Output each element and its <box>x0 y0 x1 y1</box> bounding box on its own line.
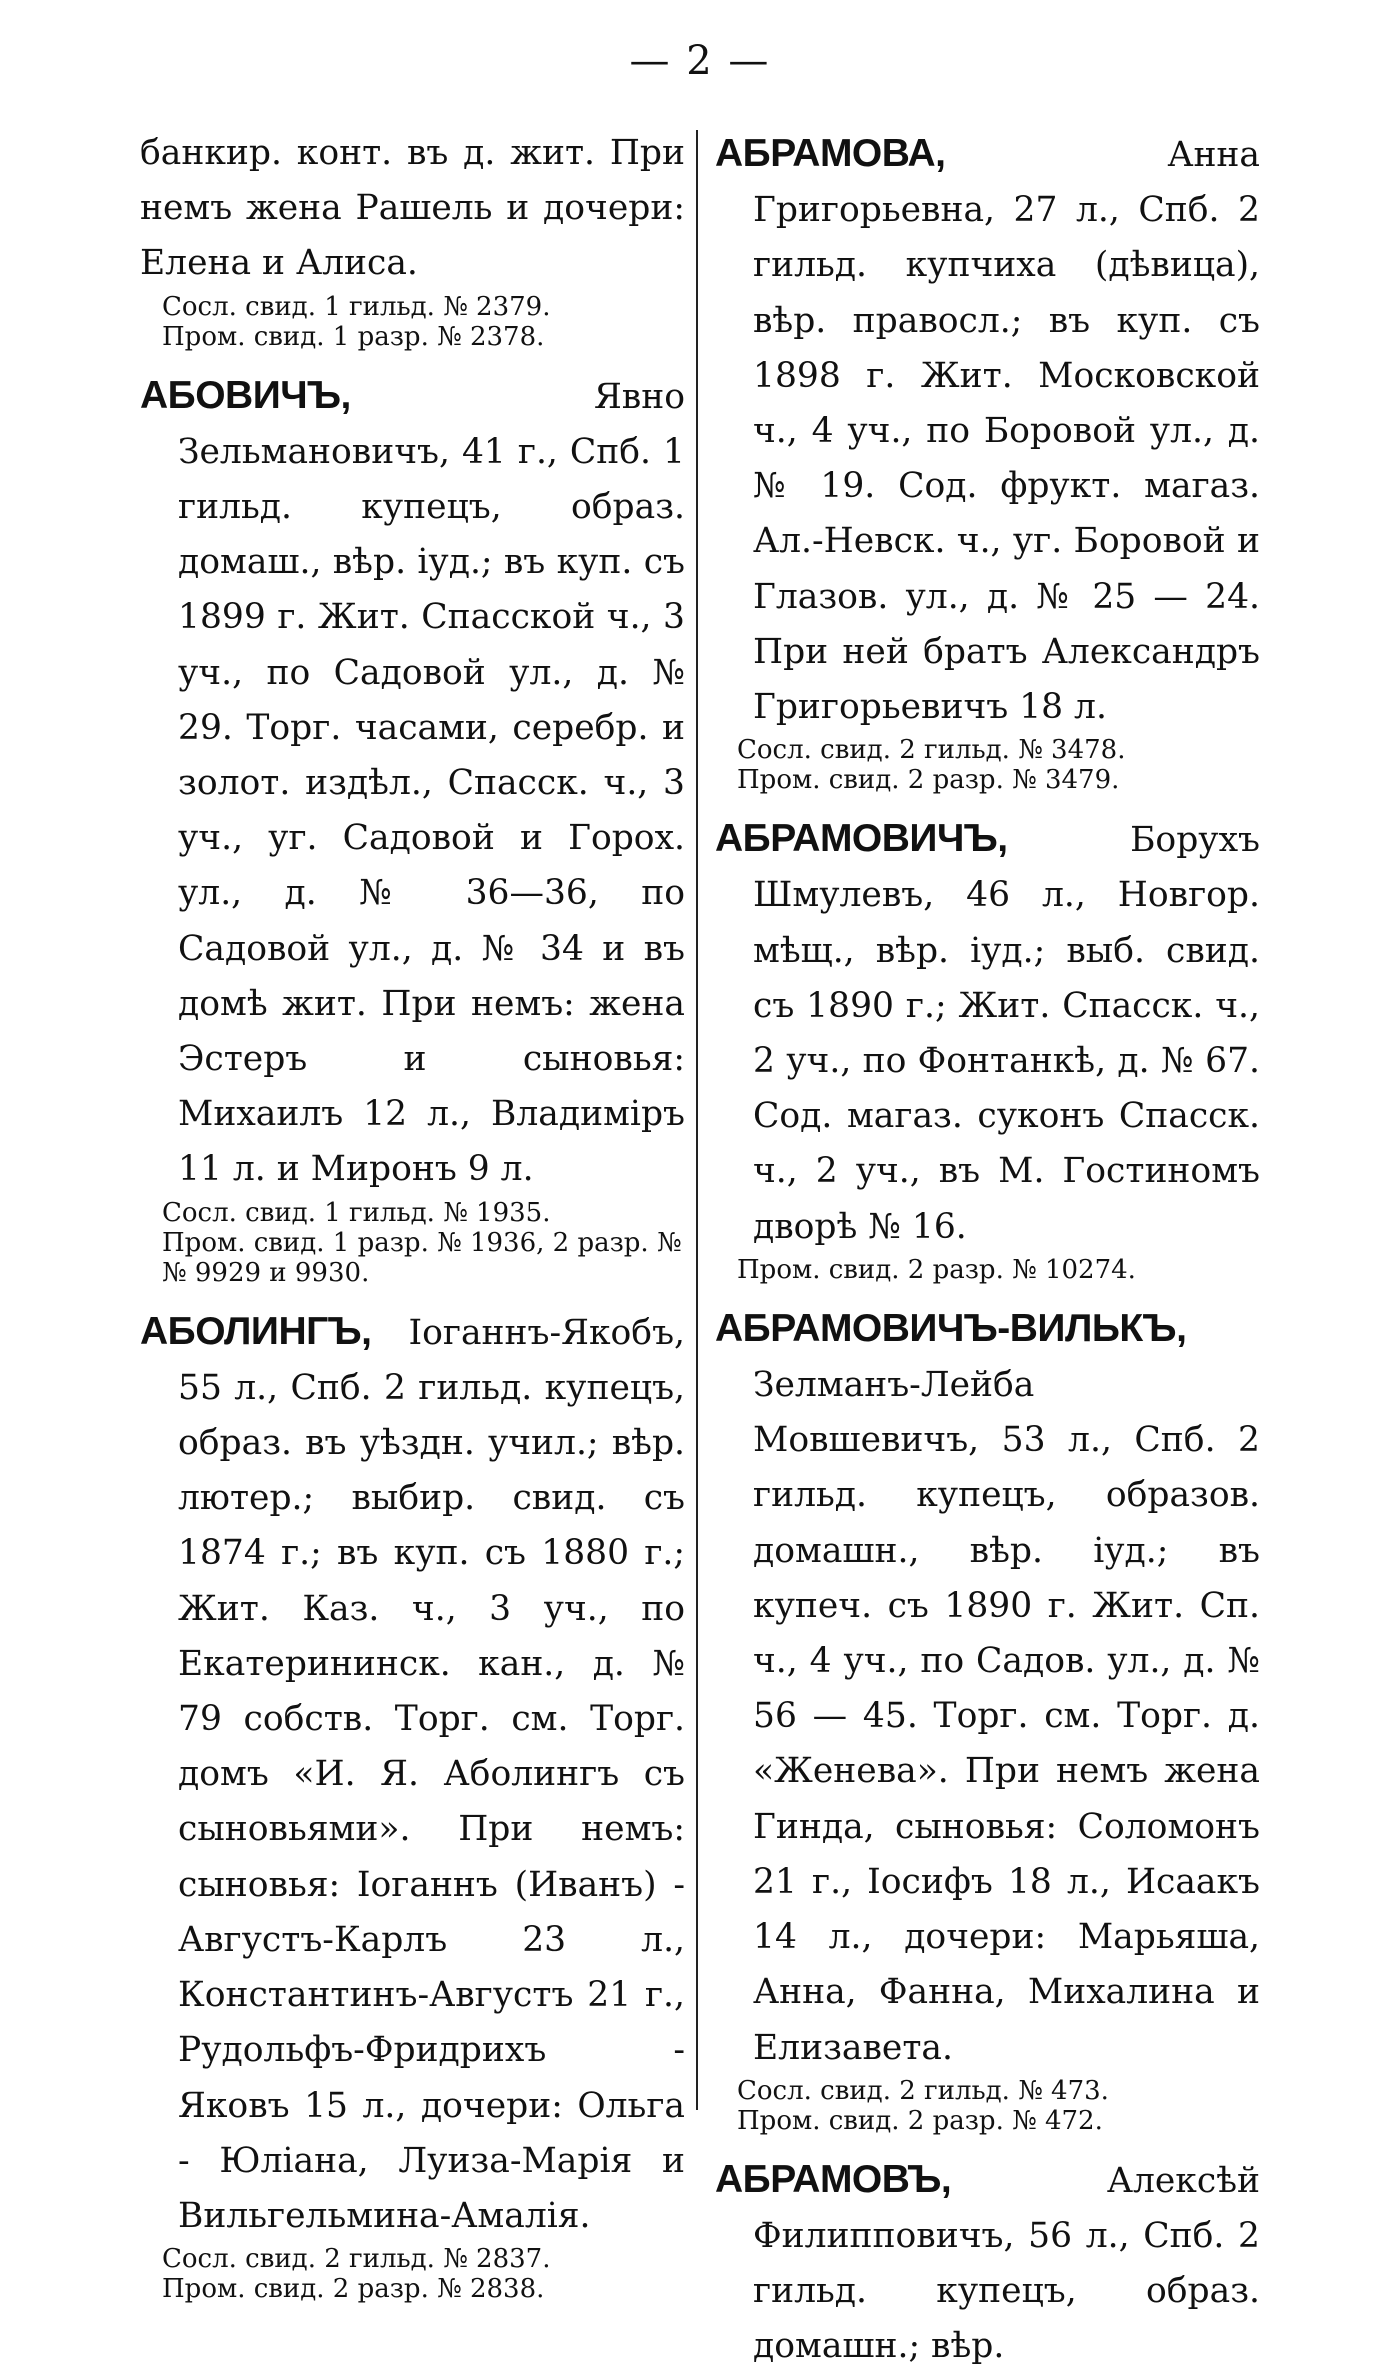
certificate-line: Пром. свид. 2 разр. № 3479. <box>737 765 1120 796</box>
entry-text: Зелманъ-Лейба Мовшевичъ, 53 л., Спб. 2 гильд. купецъ, образов. домашн., вѣр. iуд.; въ купеч. съ 1890 г. Жит. Сп. ч., 4 уч., по Садов. ул., д. № 56 — 45. Торг. см. Торг. д. «Женева». При немъ жена Гинда, сыновья: Соломонъ 21 г., Iосифъ 18 л., Исаакъ 14 л., дочери: Марьяша, Анна, Фанна, Михалина и Елизавета. <box>753 1365 1260 2068</box>
column-divider <box>696 130 698 2110</box>
certificate-line: Сосл. свид. 2 гильд. № 3478. <box>737 735 1126 766</box>
certificate-line: Сосл. свид. 2 гильд. № 473. <box>737 2075 1109 2106</box>
right-column <box>715 126 1260 2379</box>
certificate-line: Сосл. свид. 2 гильд. № 2837. <box>162 2244 551 2275</box>
entry-text: банкир. конт. въ д. жит. При немъ жена Рашель и дочери: Елена и Алиса. <box>140 133 685 284</box>
certificate-line: Сосл. свид. 1 гильд. № 2379. <box>162 291 551 322</box>
entry-abramovich-vilk <box>715 1301 1260 2136</box>
entry-surname: АБРАМОВИЧЪ, <box>715 817 1008 861</box>
certificate-line: Пром. свид. 2 разр. № 2838. <box>162 2274 545 2305</box>
entry-surname: АБОЛИНГЪ, <box>140 1309 372 1353</box>
entry-surname: АБРАМОВА, <box>715 132 946 175</box>
entry-abovich <box>140 368 685 1288</box>
entry-text: Iоганнъ-Якобъ, 55 л., Спб. 2 гильд. купецъ, образ. въ уѣздн. учил.; вѣр. лютер.; выбир. свид. съ 1874 г.; въ куп. съ 1880 г.; Жит. Каз. ч., 3 уч., по Екатерининск. кан., д. № 79 собств. Торг. см. Торг. домъ «И. Я. Аболингъ съ сыновьями». При немъ: сыновья: Iоганнъ (Иванъ) - Августъ-Карлъ 23 л., Константинъ-Августъ 21 г., Рудольфъ-Фридрихъ - Яковъ 15 л., дочери: Ольга - Юлiана, Луиза-Марiя и Вильгельмина-Амалiя. <box>178 1312 685 2236</box>
certificate-line: Пром. свид. 2 разр. № 10274. <box>737 1254 1136 1285</box>
page-number: — 2 — <box>629 38 771 84</box>
entry-text: Анна Григорьевна, 27 л., Спб. 2 гильд. купчиха (дѣвица), вѣр. правосл.; въ куп. съ 1898 г. Жит. Московской ч., 4 уч., по Боровой ул., д. № 19. Сод. фрукт. магаз. Ал.-Невск. ч., уг. Боровой и Глазов. ул., д. № 25 — 24. При ней братъ Александръ Григорьевичъ 18 л. <box>753 135 1260 728</box>
entry-abramovich <box>715 811 1260 1285</box>
entry-abolings <box>140 1304 685 2304</box>
certificate-line: Пром. свид. 1 разр. № 2378. <box>162 321 545 352</box>
certificate-line: Пром. свид. 1 разр. № 1936, 2 разр. №№ 9929 и 9930. <box>162 1227 682 1288</box>
entry-surname: АБРАМОВЪ, <box>715 2157 952 2201</box>
entry-surname: АБРАМОВИЧЪ-ВИЛЬКЪ, <box>715 1306 1187 1350</box>
entry-abramov <box>715 2152 1260 2375</box>
left-column <box>140 126 685 2320</box>
entry-text: Явно Зельмановичъ, 41 г., Спб. 1 гильд. купецъ, образ. домаш., вѣр. iуд.; въ куп. съ 1899 г. Жит. Спасской ч., 3 уч., по Садовой ул., д. № 29. Торг. часами, серебр. и золот. издѣл., Спасск. ч., 3 уч., уг. Садовой и Горох. ул., д. № 36—36, по Садовой ул., д. № 34 и въ домѣ жит. При немъ: жена Эстеръ и сыновья: Михаилъ 12 л., Владимiръ 11 л. и Миронъ 9 л. <box>178 376 685 1190</box>
entry-continuation <box>140 126 685 352</box>
entry-abramova <box>715 126 1260 795</box>
certificate-line: Пром. свид. 2 разр. № 472. <box>737 2105 1103 2136</box>
entry-text: Борухъ Шмулевъ, 46 л., Новгор. мѣщ., вѣр. iуд.; выб. свид. съ 1890 г.; Жит. Спасск. ч., 2 уч., по Фонтанкѣ, д. № 67. Сод. магаз. суконъ Спасск. ч., 2 уч., въ М. Гостиномъ дворѣ № 16. <box>753 820 1260 1247</box>
entry-surname: АБОВИЧЪ, <box>140 373 351 417</box>
entry-text: Алексѣй Филипповичъ, 56 л., Спб. 2 гильд. купецъ, образ. домашн.; вѣр. <box>753 2160 1260 2367</box>
certificate-line: Сосл. свид. 1 гильд. № 1935. <box>162 1197 551 1228</box>
